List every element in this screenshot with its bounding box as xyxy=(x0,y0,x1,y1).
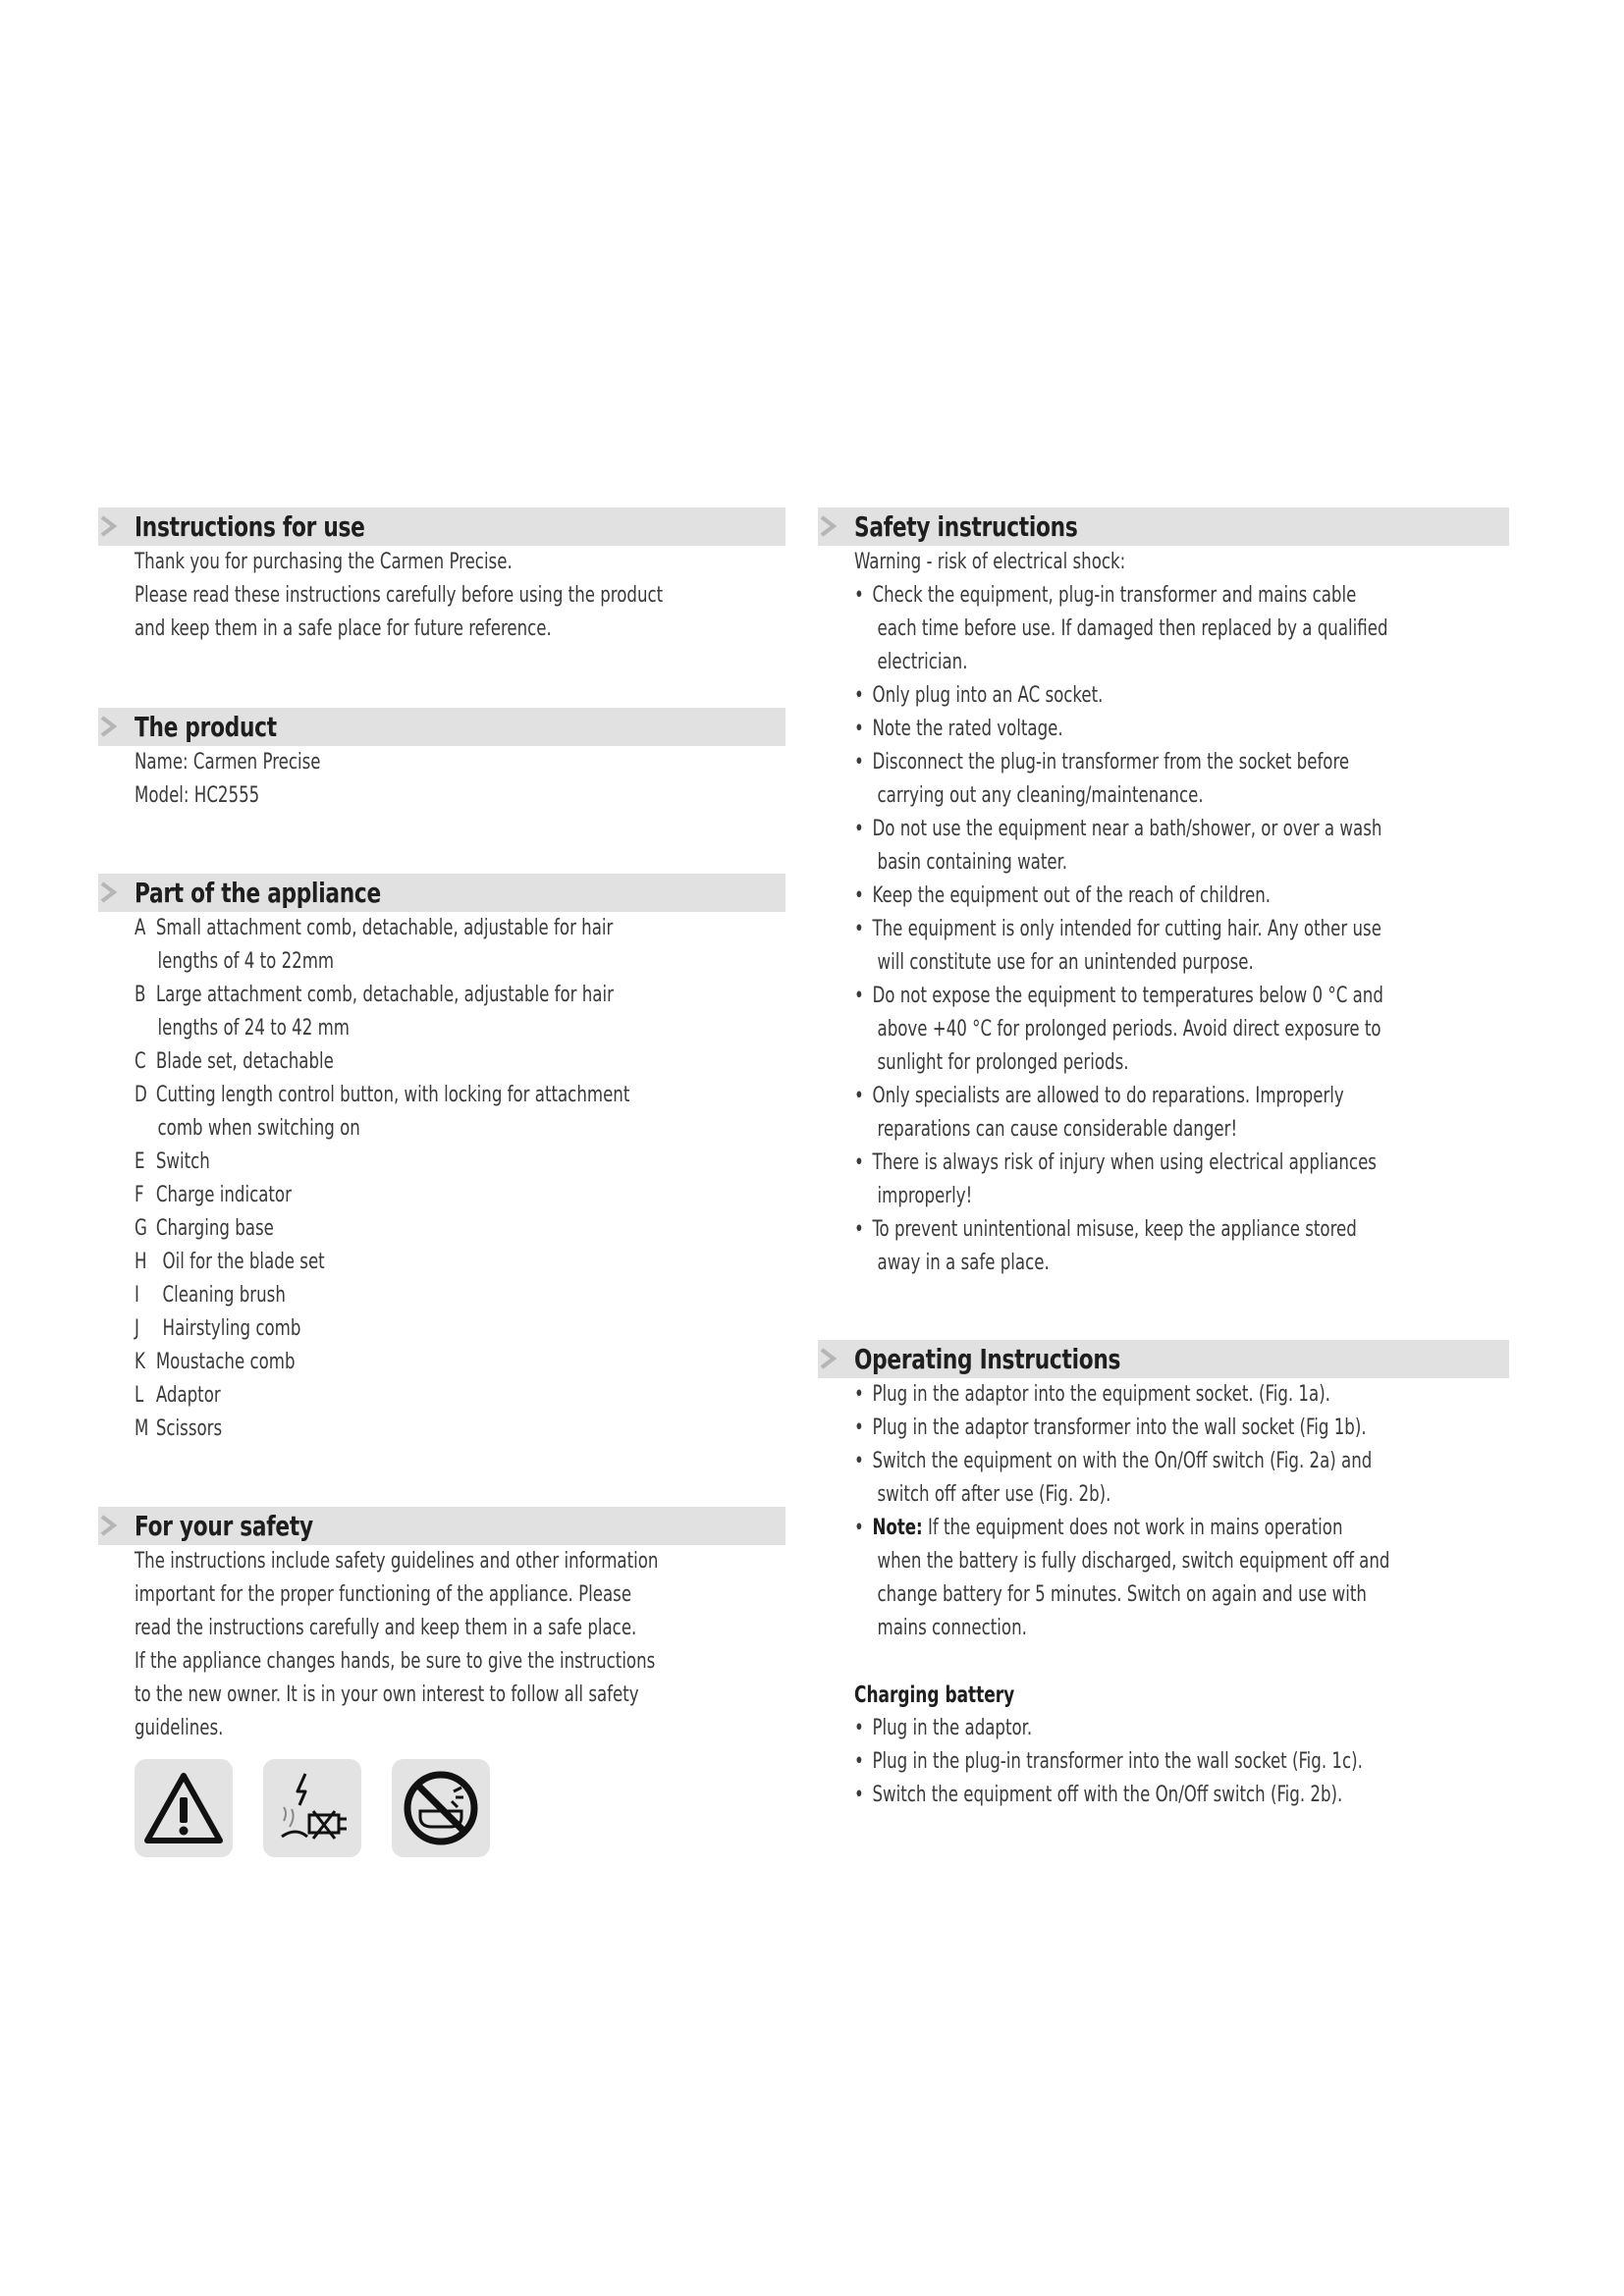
paragraph-line: read the instructions carefully and keep them in a safe place. xyxy=(135,1616,637,1640)
section-header xyxy=(818,507,1509,546)
chevron-right-icon xyxy=(100,515,118,537)
part-item-i: I Cleaning brush xyxy=(135,1283,286,1308)
part-item-e: E Switch xyxy=(135,1149,210,1174)
list-item-cont: improperly! xyxy=(877,1184,973,1208)
part-item-d-cont: comb when switching on xyxy=(157,1116,360,1141)
section-safety-instructions xyxy=(818,507,1509,1280)
list-item-cont: sunlight for prolonged periods. xyxy=(877,1050,1129,1075)
part-item-j: J Hairstyling comb xyxy=(135,1316,301,1341)
section-title: Instructions for use xyxy=(135,510,365,543)
section-instructions-for-use xyxy=(98,507,785,646)
list-item: • Only plug into an AC socket. xyxy=(854,683,1104,708)
list-item-cont: above +40 °C for prolonged periods. Avoid direct exposure to xyxy=(877,1017,1381,1041)
part-item-c: C Blade set, detachable xyxy=(135,1049,334,1074)
part-item-a: A Small attachment comb, detachable, adjustable for hair xyxy=(135,916,614,940)
section-title: Safety instructions xyxy=(854,510,1078,543)
chevron-right-icon xyxy=(100,1515,118,1536)
list-item-cont: carrying out any cleaning/maintenance. xyxy=(877,783,1204,808)
section-operating-instructions xyxy=(818,1340,1509,1812)
list-item-cont: switch off after use (Fig. 2b). xyxy=(877,1482,1111,1507)
part-item-b: B Large attachment comb, detachable, adjustable for hair xyxy=(135,983,614,1007)
part-item-h: H Oil for the blade set xyxy=(135,1250,325,1274)
product-name: Name: Carmen Precise xyxy=(135,750,321,774)
list-item: • Switch the equipment off with the On/Off switch (Fig. 2b). xyxy=(854,1783,1343,1807)
list-item: • Plug in the adaptor transformer into the wall socket (Fig 1b). xyxy=(854,1415,1367,1440)
section-title: Operating Instructions xyxy=(854,1343,1121,1375)
section-header xyxy=(98,708,785,746)
list-item: • Plug in the adaptor into the equipment socket. (Fig. 1a). xyxy=(854,1382,1330,1407)
part-item-k: K Moustache comb xyxy=(135,1350,296,1374)
list-item: • Do not use the equipment near a bath/shower, or over a wash xyxy=(854,817,1382,841)
product-model: Model: HC2555 xyxy=(135,783,260,808)
list-item: • Do not expose the equipment to temperatures below 0 °C and xyxy=(854,984,1383,1008)
list-item-cont: will constitute use for an unintended purpose. xyxy=(877,950,1254,975)
paragraph-line: If the appliance changes hands, be sure to give the instructions xyxy=(135,1649,656,1674)
paragraph-line: Please read these instructions carefully before using the product xyxy=(135,583,664,608)
list-item: • Plug in the plug-in transformer into the wall socket (Fig. 1c). xyxy=(854,1749,1363,1774)
part-item-b-cont: lengths of 24 to 42 mm xyxy=(157,1016,350,1041)
part-item-a-cont: lengths of 4 to 22mm xyxy=(157,949,335,974)
list-item: • Keep the equipment out of the reach of children. xyxy=(854,883,1272,908)
safety-icons xyxy=(135,1759,785,1857)
section-header xyxy=(818,1340,1509,1378)
no-water-splash-icon xyxy=(263,1759,361,1857)
note-item: • Note: If the equipment does not work in mains operation xyxy=(854,1516,1343,1540)
section-header xyxy=(98,507,785,546)
chevron-right-icon xyxy=(820,1348,838,1369)
paragraph-line: and keep them in a safe place for future reference. xyxy=(135,616,552,641)
list-item-cont: electrician. xyxy=(877,650,968,674)
list-item: • Check the equipment, plug-in transformer and mains cable xyxy=(854,583,1357,608)
paragraph-line: important for the proper functioning of the appliance. Please xyxy=(135,1582,632,1607)
list-item-cont: basin containing water. xyxy=(877,850,1068,875)
section-part-of-appliance xyxy=(98,874,785,1446)
paragraph-line: The instructions include safety guidelines and other information xyxy=(135,1549,659,1574)
list-item-cont: each time before use. If damaged then replaced by a qualified xyxy=(877,616,1388,641)
list-item: • The equipment is only intended for cutting hair. Any other use xyxy=(854,917,1381,941)
paragraph-line: Thank you for purchasing the Carmen Precise. xyxy=(135,550,513,574)
list-item: • Switch the equipment on with the On/Off switch (Fig. 2a) and xyxy=(854,1449,1373,1473)
list-item: • There is always risk of injury when using electrical appliances xyxy=(854,1150,1377,1175)
part-item-l: L Adaptor xyxy=(135,1383,221,1408)
section-title: Part of the appliance xyxy=(135,877,381,909)
list-item: • To prevent unintentional misuse, keep the appliance stored xyxy=(854,1217,1357,1242)
part-item-m: M Scissors xyxy=(135,1416,223,1441)
note-cont: mains connection. xyxy=(877,1616,1027,1640)
chevron-right-icon xyxy=(100,716,118,737)
list-item: • Disconnect the plug-in transformer from the socket before xyxy=(854,750,1350,774)
part-item-d: D Cutting length control button, with locking for attachment xyxy=(135,1083,630,1107)
section-for-your-safety xyxy=(98,1507,785,1857)
warning-triangle-icon xyxy=(135,1759,233,1857)
warning-intro: Warning - risk of electrical shock: xyxy=(854,550,1126,574)
note-cont: when the battery is fully discharged, switch equipment off and xyxy=(877,1549,1390,1574)
list-item-cont: reparations can cause considerable danger! xyxy=(877,1117,1238,1142)
charging-battery-title: Charging battery xyxy=(854,1682,1015,1708)
paragraph-line: guidelines. xyxy=(135,1716,224,1740)
part-item-f: F Charge indicator xyxy=(135,1183,292,1207)
chevron-right-icon xyxy=(100,881,118,903)
section-title: For your safety xyxy=(135,1510,313,1542)
section-the-product xyxy=(98,708,785,813)
section-title: The product xyxy=(135,711,277,743)
list-item: • Only specialists are allowed to do reparations. Improperly xyxy=(854,1084,1344,1108)
list-item: • Plug in the adaptor. xyxy=(854,1716,1033,1740)
no-bath-icon xyxy=(392,1759,490,1857)
list-item-cont: away in a safe place. xyxy=(877,1251,1050,1275)
part-item-g: G Charging base xyxy=(135,1216,274,1241)
list-item: • Note the rated voltage. xyxy=(854,717,1063,741)
chevron-right-icon xyxy=(820,515,838,537)
section-header xyxy=(98,1507,785,1545)
section-header xyxy=(98,874,785,912)
paragraph-line: to the new owner. It is in your own interest to follow all safety xyxy=(135,1682,639,1707)
note-cont: change battery for 5 minutes. Switch on again and use with xyxy=(877,1582,1367,1607)
